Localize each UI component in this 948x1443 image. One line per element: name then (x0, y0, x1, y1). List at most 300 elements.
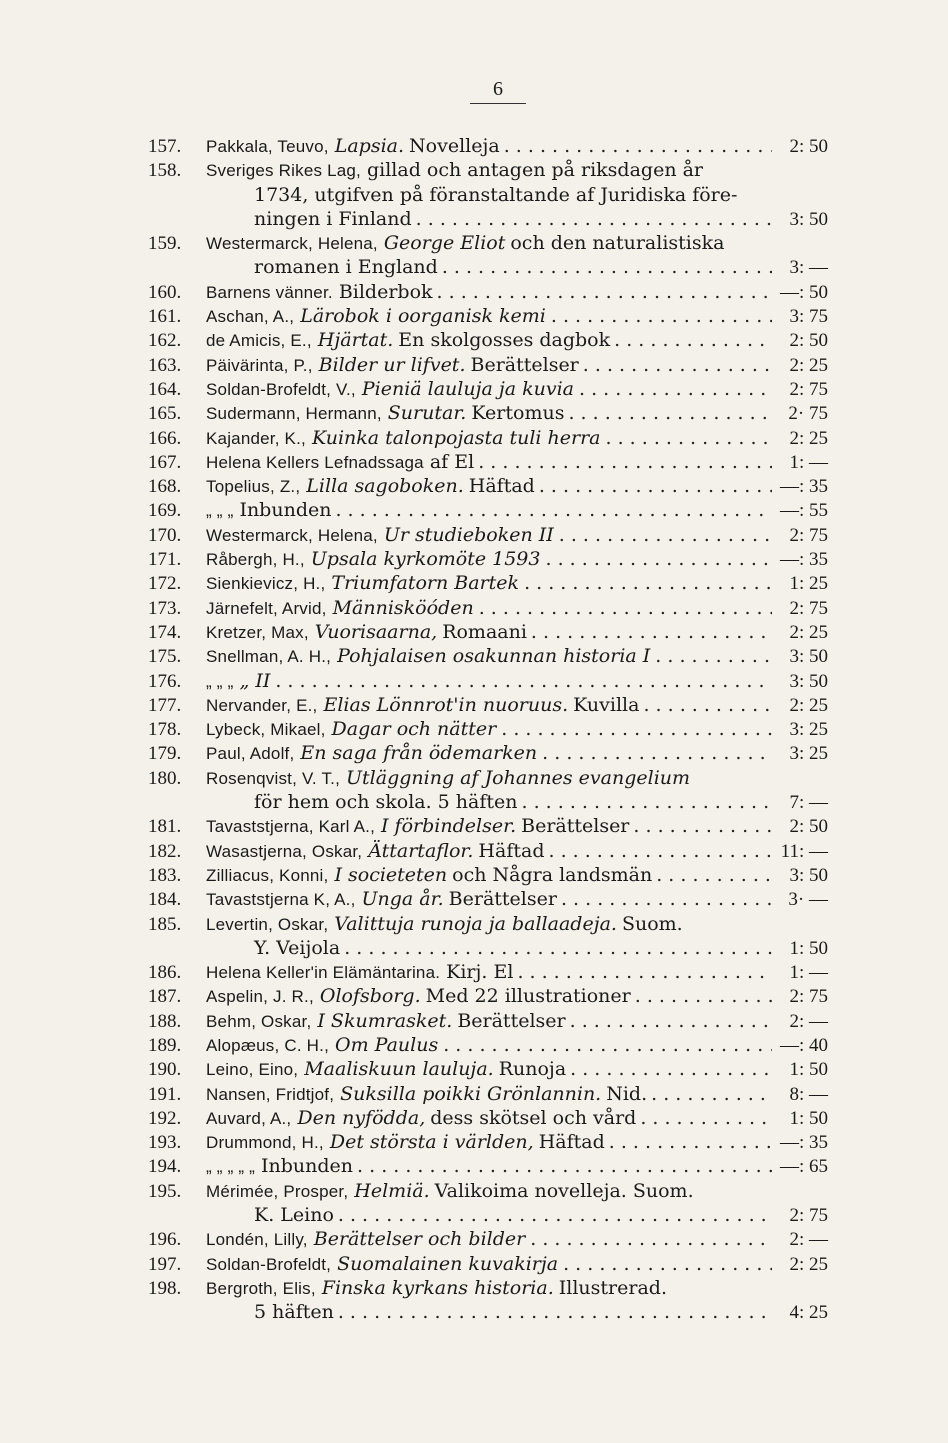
entry-number: 160. (148, 281, 182, 303)
catalog-entry (148, 839, 828, 863)
entry-author: Aschan, A., (206, 307, 295, 327)
entry-number: 171. (148, 549, 182, 571)
leader-dots (479, 596, 772, 620)
leader-dots (559, 523, 772, 547)
entry-continuation-line (148, 936, 828, 960)
entry-price: 2: — (789, 1010, 828, 1032)
leader-dots (517, 960, 772, 984)
entry-number: 168. (148, 476, 182, 498)
entry-title: Elias Lönnrot'in nuoruus. (323, 693, 569, 716)
entry-author: Järnefelt, Arvid, (206, 598, 327, 618)
leader-dots (546, 547, 773, 571)
entry-number: 174. (148, 621, 182, 643)
entry-continuation-text: för hem och skola. 5 häften (254, 791, 518, 814)
catalog-entry (148, 134, 828, 158)
entry-title: Finska kyrkans historia. (321, 1276, 554, 1299)
entry-title: Ur studieboken II (383, 523, 554, 546)
entry-description: Nid. (606, 1082, 648, 1105)
entry-number: 190. (148, 1059, 182, 1081)
entry-title: En saga från ödemarken (300, 742, 538, 765)
leader-dots (609, 1130, 772, 1154)
leader-dots (633, 814, 772, 838)
entry-number: 178. (148, 719, 182, 741)
entry-line (148, 620, 828, 644)
entry-author: de Amicis, E., (206, 331, 312, 351)
entry-number: 195. (148, 1180, 182, 1202)
entry-description: Häftad (478, 839, 545, 862)
entry-description: af El (429, 450, 475, 473)
entry-author: Alopæus, C. H., (206, 1035, 329, 1055)
entry-price: 3: 50 (789, 646, 828, 668)
leader-dots (338, 1300, 772, 1324)
entry-price: 2: 50 (789, 136, 828, 157)
entry-author: Nansen, Fridtjof, (206, 1084, 335, 1104)
entry-author: Paul, Adolf, (206, 744, 295, 764)
entry-line (148, 863, 828, 887)
entry-line (148, 912, 828, 936)
entry-author: Leino, Eino, (206, 1060, 299, 1080)
entry-continuation-line (148, 255, 828, 279)
entry-price: —: 65 (779, 1156, 828, 1178)
entry-description: Med 22 illustrationer (425, 985, 631, 1008)
entry-author: Topelius, Z., (206, 477, 301, 497)
catalog-entry (148, 1033, 828, 1057)
entry-number: 159. (148, 233, 182, 255)
entry-continuation-line (148, 207, 828, 231)
entry-title: Ättartaflor. (368, 839, 474, 862)
entry-description: En skolgosses dagbok (398, 329, 611, 352)
entry-continuation-text: 1734, utgifven på föranstaltande af Juridiska före- (254, 183, 738, 206)
catalog-entry (148, 523, 828, 547)
catalog-entry (148, 1009, 828, 1033)
entry-price: 2· 75 (788, 403, 828, 425)
leader-dots (655, 644, 772, 668)
entry-author: Kajander, K., (206, 428, 306, 448)
entry-line (148, 474, 828, 498)
entry-line (148, 984, 828, 1008)
leader-dots (656, 863, 772, 887)
entry-number: 157. (148, 136, 182, 157)
catalog-entry (148, 669, 828, 693)
leader-dots (563, 1252, 772, 1276)
catalog-entry (148, 353, 828, 377)
entry-description: och Några landsmän (452, 863, 653, 886)
entry-title: Vuorisaarna, (314, 620, 438, 643)
entry-number: 197. (148, 1253, 182, 1275)
entry-price: 2: 25 (789, 1253, 828, 1275)
entry-continuation-text: 5 häften (254, 1301, 334, 1324)
entry-continuation-line (148, 183, 828, 207)
entry-number: 188. (148, 1010, 182, 1032)
entry-author: Wasastjerna, Oskar, (206, 841, 363, 861)
entry-price: 1: — (789, 451, 828, 473)
leader-dots (542, 741, 772, 765)
entry-title: Hjärtat. (317, 329, 394, 352)
catalog-entry (148, 1252, 828, 1276)
entry-title: Valittuja runoja ja ballaadeja. (334, 912, 617, 935)
entry-line (148, 887, 828, 911)
entry-title: Berättelser och bilder (313, 1228, 526, 1251)
entry-author: Westermarck, Helena, (206, 525, 378, 545)
entry-author: Londén, Lilly, (206, 1230, 308, 1250)
entry-number: 158. (148, 160, 182, 182)
leader-dots (570, 1057, 772, 1081)
leader-dots (539, 474, 772, 498)
entry-description: Novelleja (409, 135, 500, 157)
entry-description: Romaani (442, 620, 527, 643)
leader-dots (561, 887, 772, 911)
entry-number: 187. (148, 986, 182, 1008)
entry-title: Unga år. (361, 888, 444, 911)
entry-number: 184. (148, 889, 182, 911)
entry-description: Suom. (621, 912, 683, 935)
entry-line (148, 669, 828, 693)
leader-dots (504, 134, 772, 158)
entry-description: Kuvilla (573, 693, 640, 716)
entry-title: Bilder ur lifvet. (318, 353, 466, 376)
catalog-entry (148, 280, 828, 304)
entry-price: 3: 50 (789, 670, 828, 692)
entry-price: 1: 25 (789, 573, 828, 595)
catalog-entry (148, 474, 828, 498)
entry-title: Lilla sagoboken. (306, 475, 464, 498)
entry-number: 196. (148, 1229, 182, 1251)
catalog-entry (148, 231, 828, 280)
entry-author: Westermarck, Helena, (206, 234, 378, 254)
entry-title: Triumfatorn Bartek (331, 572, 520, 595)
entry-author: Helena Kellers Lefnadssaga (206, 452, 424, 472)
catalog-entry (148, 498, 828, 522)
catalog-entry (148, 693, 828, 717)
entry-price: —: 35 (779, 549, 828, 571)
entry-author: Kretzer, Max, (206, 622, 309, 642)
entry-price: 2: — (789, 1229, 828, 1251)
catalog-entry (148, 766, 828, 815)
entry-line (148, 960, 828, 984)
entry-author: Pakkala, Teuvo, (206, 137, 329, 156)
leader-dots (437, 280, 772, 304)
entry-author: Bergroth, Elis, (206, 1278, 316, 1298)
entry-line (148, 1009, 828, 1033)
entry-description: Kertomus (471, 402, 565, 425)
entry-price: 2: 25 (789, 354, 828, 376)
entry-line (148, 401, 828, 425)
entry-title: Om Paulus (335, 1033, 439, 1056)
entry-price: 8: — (789, 1083, 828, 1105)
entry-price: 3· — (788, 889, 828, 911)
leader-dots (335, 498, 772, 522)
entry-line (148, 717, 828, 741)
entry-number: 176. (148, 670, 182, 692)
entry-description: och den naturalistiska (510, 232, 725, 255)
entry-price: —: 50 (779, 281, 828, 303)
entry-title: Surutar. (387, 402, 467, 425)
entry-number: 189. (148, 1034, 182, 1056)
leader-dots (416, 207, 772, 231)
leader-dots (275, 669, 772, 693)
entry-author: Tavaststjerna K, A., (206, 890, 356, 910)
entry-author: Soldan-Brofeldt, V., (206, 379, 356, 399)
entry-author: Auvard, A., (206, 1108, 292, 1128)
entry-line (148, 231, 828, 255)
entry-author: Nervander, E., (206, 695, 318, 715)
leader-dots (651, 1082, 772, 1106)
entry-line (148, 1227, 828, 1251)
entry-price: 4: 25 (789, 1302, 828, 1324)
entry-line (148, 766, 828, 790)
entry-description: Illustrerad. (558, 1276, 667, 1299)
entry-author: Mérimée, Prosper, (206, 1181, 349, 1201)
entry-price: 2: 75 (789, 378, 828, 400)
entry-line (148, 741, 828, 765)
leader-dots (357, 1154, 772, 1178)
entry-price: 2: 75 (789, 986, 828, 1008)
leader-dots (583, 353, 772, 377)
entry-number: 170. (148, 524, 182, 546)
entry-price: 2: 50 (789, 330, 828, 352)
entry-price: 7: — (789, 792, 828, 814)
entry-price: 3: 25 (789, 743, 828, 765)
entry-line (148, 644, 828, 668)
entry-price: 2: 75 (789, 597, 828, 619)
entry-line (148, 353, 828, 377)
leader-dots (570, 1009, 772, 1033)
entry-line (148, 1106, 828, 1130)
entry-price: 11: — (780, 840, 828, 862)
entry-line (148, 377, 828, 401)
entry-line (148, 1082, 828, 1106)
entry-author: Lybeck, Mikael, (206, 720, 326, 740)
entry-author: Sudermann, Hermann, (206, 404, 382, 424)
entry-line (148, 328, 828, 352)
entry-author: „ „ „ (206, 671, 234, 691)
entry-continuation-text: ningen i Finland (254, 207, 412, 230)
leader-dots (579, 377, 772, 401)
entry-price: —: 35 (779, 476, 828, 498)
entry-title: I societeten (334, 863, 448, 886)
entry-description: Kirj. El (446, 961, 514, 984)
leader-dots (442, 255, 772, 279)
leader-dots (548, 839, 772, 863)
entry-author: Drummond, H., (206, 1133, 324, 1153)
entry-line (148, 450, 828, 474)
leader-dots (501, 717, 772, 741)
entry-number: 165. (148, 403, 182, 425)
entry-description: gillad och antagen på riksdagen år (366, 159, 704, 182)
entry-number: 183. (148, 864, 182, 886)
entry-line (148, 158, 828, 182)
entry-author: Helena Keller'in Elämäntarina. (206, 963, 441, 983)
entry-title: Olofsborg. (319, 985, 421, 1008)
catalog-entry (148, 158, 828, 231)
catalog-entry (148, 1154, 828, 1178)
catalog-entry (148, 1227, 828, 1251)
catalog-entry (148, 620, 828, 644)
entry-price: 2: 25 (789, 427, 828, 449)
entry-number: 180. (148, 767, 182, 789)
leader-dots (524, 571, 772, 595)
catalog-entry (148, 887, 828, 911)
entry-title: Suomalainen kuvakirja (337, 1252, 559, 1275)
entry-author: Snellman, A. H., (206, 647, 332, 667)
catalog-entry (148, 1057, 828, 1081)
entry-number: 173. (148, 597, 182, 619)
leader-dots (338, 1203, 772, 1227)
entry-price: 2: 75 (789, 1205, 828, 1227)
entry-description: Berättelser (457, 1009, 566, 1032)
leader-dots (522, 790, 772, 814)
catalog-entry (148, 912, 828, 961)
entry-number: 169. (148, 500, 182, 522)
catalog-entry (148, 717, 828, 741)
entry-line (148, 571, 828, 595)
entry-description: Berättelser (470, 353, 579, 376)
entry-description: Runoja (498, 1058, 567, 1081)
entry-author: „ „ „ (206, 501, 234, 521)
entry-number: 175. (148, 646, 182, 668)
entry-number: 162. (148, 330, 182, 352)
catalog-entry (148, 984, 828, 1008)
entry-author: Sveriges Rikes Lag, (206, 161, 361, 181)
entry-number: 192. (148, 1107, 182, 1129)
entry-continuation-text: K. Leino (254, 1204, 334, 1227)
entry-price: 1: 50 (789, 1107, 828, 1129)
entry-continuation-text: Y. Veijola (254, 936, 341, 959)
catalog-entry (148, 596, 828, 620)
entry-description: Berättelser (521, 815, 630, 838)
entry-number: 191. (148, 1083, 182, 1105)
entry-line (148, 498, 828, 522)
entry-author: Råbergh, H., (206, 550, 305, 570)
leader-dots (531, 620, 772, 644)
entry-price: 3: 75 (789, 306, 828, 328)
entry-price: —: 35 (779, 1132, 828, 1154)
entry-line (148, 280, 828, 304)
leader-dots (478, 450, 772, 474)
entry-price: 2: 75 (789, 524, 828, 546)
entry-line (148, 523, 828, 547)
catalog-entry (148, 863, 828, 887)
book-catalog-list (148, 134, 828, 1325)
entry-title: „ II (239, 669, 271, 692)
entry-title: Pohjalaisen osakunnan historia I (337, 645, 651, 668)
leader-dots (530, 1227, 772, 1251)
entry-description: Häftad (538, 1131, 605, 1154)
entry-price: 1: 50 (789, 1059, 828, 1081)
entry-price: 2: 25 (789, 621, 828, 643)
entry-author: Tavaststjerna, Karl A., (206, 817, 376, 837)
entry-continuation-text: romanen i England (254, 256, 438, 279)
catalog-entry (148, 960, 828, 984)
entry-number: 185. (148, 913, 182, 935)
entry-title: Lärobok i oorganisk kemi (300, 305, 546, 328)
entry-line (148, 1130, 828, 1154)
entry-line (148, 426, 828, 450)
entry-line (148, 1276, 828, 1300)
entry-continuation-line (148, 1203, 828, 1227)
catalog-entry (148, 644, 828, 668)
entry-line (148, 814, 828, 838)
entry-price: —: 40 (779, 1034, 828, 1056)
entry-author: Levertin, Oskar, (206, 914, 329, 934)
entry-line (148, 596, 828, 620)
entry-price: 3: — (789, 257, 828, 279)
entry-price: 1: — (789, 962, 828, 984)
entry-description: Inbunden (261, 1155, 354, 1178)
entry-author: Rosenqvist, V. T., (206, 768, 341, 788)
entry-title: Dagar och nätter (331, 718, 497, 741)
leader-dots (568, 401, 772, 425)
leader-dots (344, 936, 772, 960)
entry-price: 3: 25 (789, 719, 828, 741)
entry-title: Maaliskuun lauluja. (304, 1058, 494, 1081)
entry-price: 2: 25 (789, 694, 828, 716)
entry-title: I förbindelser. (381, 815, 517, 838)
entry-description: Berättelser (448, 888, 557, 911)
entry-continuation-line (148, 1300, 828, 1324)
entry-number: 198. (148, 1277, 182, 1299)
catalog-entry (148, 1082, 828, 1106)
entry-number: 194. (148, 1156, 182, 1178)
catalog-entry (148, 1179, 828, 1228)
leader-dots (606, 426, 773, 450)
catalog-entry (148, 571, 828, 595)
entry-title: Den nyfödda, (297, 1106, 426, 1129)
entry-author: „ „ „ „ „ (206, 1157, 255, 1177)
entry-price: —: 55 (779, 500, 828, 522)
entry-description: Häftad (468, 475, 535, 498)
catalog-entry (148, 401, 828, 425)
catalog-entry (148, 450, 828, 474)
catalog-entry (148, 741, 828, 765)
entry-continuation-line (148, 790, 828, 814)
entry-number: 172. (148, 573, 182, 595)
catalog-entry (148, 547, 828, 571)
catalog-entry (148, 1106, 828, 1130)
entry-description: Valikoima novelleja. Suom. (434, 1179, 694, 1202)
entry-number: 167. (148, 451, 182, 473)
entry-author: Behm, Oskar, (206, 1011, 312, 1031)
leader-dots (640, 1106, 772, 1130)
entry-title: Kuinka talonpojasta tuli herra (311, 426, 601, 449)
entry-title: Lapsia. (334, 135, 405, 157)
leader-dots (614, 328, 772, 352)
entry-author: Soldan-Brofeldt, (206, 1254, 332, 1274)
catalog-entry (148, 426, 828, 450)
entry-line (148, 547, 828, 571)
leader-dots (643, 693, 772, 717)
entry-author: Päivärinta, P., (206, 355, 313, 375)
entry-price: 2: 50 (789, 816, 828, 838)
entry-number: 177. (148, 694, 182, 716)
entry-price: 3: 50 (789, 208, 828, 230)
entry-title: Människöóden (332, 596, 474, 619)
entry-author: Barnens vänner. (206, 282, 333, 302)
entry-title: Det största i världen, (329, 1131, 534, 1154)
catalog-entry (148, 304, 828, 328)
entry-number: 179. (148, 743, 182, 765)
entry-number: 166. (148, 427, 182, 449)
leader-dots (551, 304, 772, 328)
entry-line (148, 693, 828, 717)
entry-line (148, 134, 828, 158)
entry-line (148, 304, 828, 328)
entry-number: 186. (148, 962, 182, 984)
entry-description: Inbunden (239, 499, 332, 522)
entry-number: 181. (148, 816, 182, 838)
entry-price: 3: 50 (789, 864, 828, 886)
catalog-entry (148, 814, 828, 838)
